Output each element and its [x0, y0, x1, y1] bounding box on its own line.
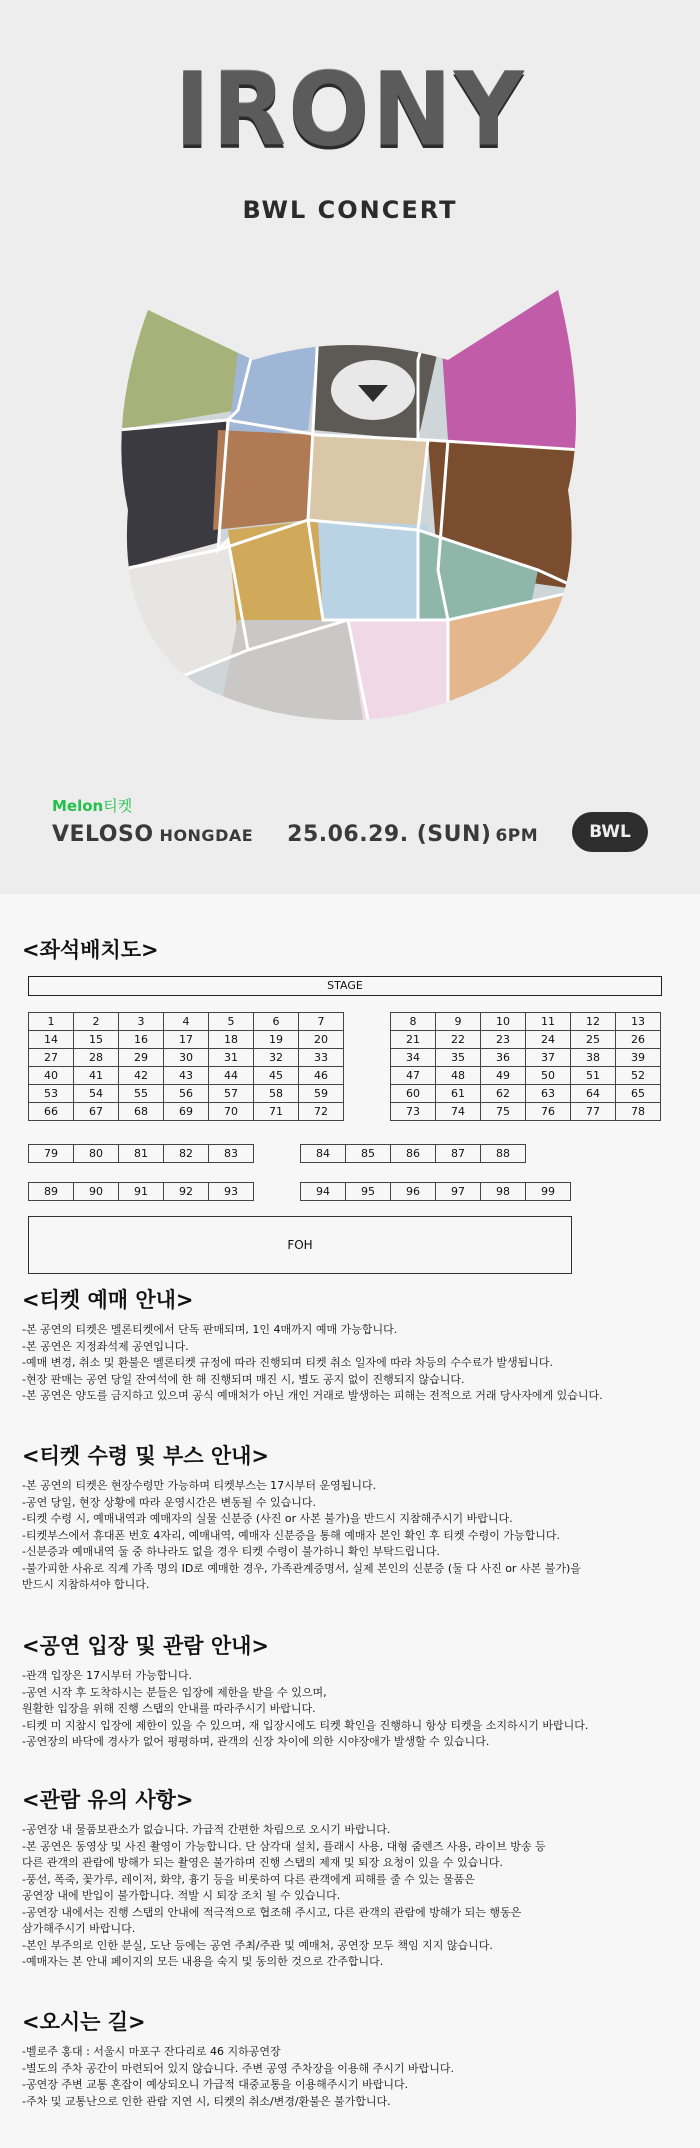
seat-row [391, 1031, 661, 1049]
ticket-booking-heading: <티켓 예매 안내> [22, 1288, 194, 1312]
seat-cell: 78 [616, 1103, 661, 1121]
list-item: -티켓부스에서 휴대폰 번호 4자리, 예매내역, 예매자 신분증을 통해 예매자 본인 확인 후 티켓 수령이 가능합니다. [22, 1528, 560, 1542]
seat-cell: 19 [254, 1031, 299, 1049]
seat-row [301, 1145, 526, 1163]
seat-cell: 47 [391, 1067, 436, 1085]
seat-cell: 10 [481, 1013, 526, 1031]
seat-cell: 63 [526, 1085, 571, 1103]
seat-cell: 38 [571, 1049, 616, 1067]
seat-cell: 85 [346, 1145, 391, 1163]
seat-cell: 80 [74, 1145, 119, 1163]
seat-cell: 17 [164, 1031, 209, 1049]
seat-cell: 12 [571, 1013, 616, 1031]
seat-row [29, 1145, 254, 1163]
seat-cell: 94 [301, 1183, 346, 1201]
stage-label: STAGE [28, 976, 662, 996]
ticket-pickup-heading: <티켓 수령 및 부스 안내> [22, 1444, 270, 1468]
seat-row [301, 1183, 571, 1201]
seat-row [391, 1013, 661, 1031]
directions-heading: <오시는 길> [22, 2010, 146, 2034]
seat-cell: 7 [299, 1013, 344, 1031]
venue-name: VELOSO [52, 822, 154, 847]
seat-cell: 64 [571, 1085, 616, 1103]
directions-list [22, 2044, 682, 2110]
list-item: -공연 당일, 현장 상황에 따라 운영시간은 변동될 수 있습니다. [22, 1495, 316, 1509]
seat-cell: 9 [436, 1013, 481, 1031]
list-item: -공연 시작 후 도착하시는 분들은 입장에 제한을 받을 수 있으며, 원활한 입장을 위해 진행 스탭의 안내를 따라주시기 바랍니다. [22, 1685, 327, 1715]
seat-cell: 75 [481, 1103, 526, 1121]
seat-cell: 65 [616, 1085, 661, 1103]
seat-cell: 43 [164, 1067, 209, 1085]
seat-row [29, 1085, 344, 1103]
list-item: -현장 판매는 공연 당일 잔여석에 한 해 진행되며 매진 시, 별도 공지 없이 진행되지 않습니다. [22, 1372, 465, 1386]
seat-row [391, 1067, 661, 1085]
seat-cell: 5 [209, 1013, 254, 1031]
seat-cell: 53 [29, 1085, 74, 1103]
seat-cell: 20 [299, 1031, 344, 1049]
list-item: -벨로주 홍대 : 서울시 마포구 잔다리로 46 지하공연장 [22, 2045, 281, 2058]
seat-cell: 92 [164, 1183, 209, 1201]
seat-cell: 99 [526, 1183, 571, 1201]
list-item: -불가피한 사유로 직계 가족 명의 ID로 예매한 경우, 가족관계증명서, 실제 본인의 신분증 (둘 다 사진 or 사본 불가)을 반드시 지참하셔야 합니다. [22, 1561, 581, 1591]
seat-cell: 56 [164, 1085, 209, 1103]
seat-cell: 36 [481, 1049, 526, 1067]
list-item: -본 공연은 동영상 및 사진 촬영이 가능합니다. 단 삼각대 설치, 플래시 사용, 대형 줌렌즈 사용, 라이브 방송 등 다른 관객의 관람에 방해가 되는 촬영은 불가하며 진행 스탭의 제재 및 퇴장 요청이 있을 수 있습니다. [22, 1839, 546, 1869]
foh-label: FOH [28, 1216, 572, 1274]
precautions-heading: <관람 유의 사항> [22, 1788, 194, 1812]
seat-cell: 41 [74, 1067, 119, 1085]
seat-cell: 67 [74, 1103, 119, 1121]
seat-cell: 35 [436, 1049, 481, 1067]
seat-cell: 21 [391, 1031, 436, 1049]
seat-cell: 83 [209, 1145, 254, 1163]
entry-list [22, 1668, 682, 1751]
seat-cell: 66 [29, 1103, 74, 1121]
seat-cell: 89 [29, 1183, 74, 1201]
seat-row [29, 1013, 344, 1031]
seat-cell: 90 [74, 1183, 119, 1201]
list-item: -본 공연은 지정좌석제 공연입니다. [22, 1339, 189, 1353]
seat-cell: 52 [616, 1067, 661, 1085]
seat-cell: 22 [436, 1031, 481, 1049]
seat-cell: 62 [481, 1085, 526, 1103]
seat-row-rear-left-2 [28, 1182, 254, 1201]
cat-collage-artwork [118, 290, 582, 720]
seat-cell: 31 [209, 1049, 254, 1067]
seat-cell: 48 [436, 1067, 481, 1085]
seat-row-rear-right-1 [300, 1144, 526, 1163]
seat-cell: 58 [254, 1085, 299, 1103]
seat-cell: 15 [74, 1031, 119, 1049]
venue-date-line [52, 822, 538, 847]
seat-cell: 45 [254, 1067, 299, 1085]
seat-cell: 8 [391, 1013, 436, 1031]
seat-cell: 61 [436, 1085, 481, 1103]
precautions-list [22, 1822, 682, 1971]
seat-cell: 42 [119, 1067, 164, 1085]
seating-heading: <좌석배치도> [22, 938, 159, 962]
seat-cell: 40 [29, 1067, 74, 1085]
seat-cell: 33 [299, 1049, 344, 1067]
seat-cell: 69 [164, 1103, 209, 1121]
seat-cell: 82 [164, 1145, 209, 1163]
seat-cell: 2 [74, 1013, 119, 1031]
seat-cell: 79 [29, 1145, 74, 1163]
concert-subtitle: BWL CONCERT [242, 196, 458, 224]
seat-cell: 27 [29, 1049, 74, 1067]
seat-cell: 49 [481, 1067, 526, 1085]
seat-cell: 13 [616, 1013, 661, 1031]
seat-cell: 95 [346, 1183, 391, 1201]
seat-cell: 6 [254, 1013, 299, 1031]
bwl-logo-badge: BWL [572, 812, 648, 852]
list-item: -별도의 주차 공간이 마련되어 있지 않습니다. 주변 공영 주차장을 이용해 주시기 바랍니다. [22, 2061, 454, 2075]
concert-time: 6PM [495, 826, 539, 846]
list-item: -신분증과 예매내역 둘 중 하나라도 없을 경우 티켓 수령이 불가하니 확인 부탁드립니다. [22, 1545, 440, 1558]
seat-cell: 70 [209, 1103, 254, 1121]
seat-cell: 74 [436, 1103, 481, 1121]
list-item: -본 공연은 양도를 금지하고 있으며 공식 예매처가 아닌 개인 거래로 발생하는 피해는 전적으로 거래 당사자에게 있습니다. [22, 1389, 603, 1402]
seat-cell: 98 [481, 1183, 526, 1201]
seat-cell: 32 [254, 1049, 299, 1067]
seat-cell: 81 [119, 1145, 164, 1163]
list-item: -풍선, 폭죽, 꽃가루, 레이저, 화약, 흉기 등을 비롯하여 다른 관객에게 피해를 줄 수 있는 물품은 공연장 내에 반입이 불가합니다. 적발 시 퇴장 조치 될 수 있습니다. [22, 1872, 475, 1902]
list-item: -공연장 내에서는 진행 스탭의 안내에 적극적으로 협조해 주시고, 다른 관객의 관람에 방해가 되는 행동은 삼가해주시기 바랍니다. [22, 1905, 522, 1935]
list-item: -티켓 미 지참시 입장에 제한이 있을 수 있으며, 재 입장시에도 티켓 확인을 진행하니 항상 티켓을 소지하시기 바랍니다. [22, 1718, 589, 1732]
seat-cell: 3 [119, 1013, 164, 1031]
entry-heading: <공연 입장 및 관람 안내> [22, 1634, 270, 1658]
concert-date: 25.06.29. (SUN) [287, 822, 492, 847]
seat-cell: 76 [526, 1103, 571, 1121]
seat-cell: 51 [571, 1067, 616, 1085]
venue-area: HONGDAE [159, 826, 254, 845]
list-item: -공연장 주변 교통 혼잡이 예상되오니 가급적 대중교통을 이용해주시기 바랍니다. [22, 2078, 409, 2091]
concert-logo: IRONY [174, 51, 526, 169]
seat-row [29, 1103, 344, 1121]
melon-ticket-suffix: 티켓 [103, 797, 133, 815]
seat-row [391, 1103, 661, 1121]
seat-cell: 44 [209, 1067, 254, 1085]
seat-block-left [28, 1012, 344, 1121]
list-item: -예매자는 본 안내 페이지의 모든 내용을 숙지 및 동의한 것으로 간주합니다. [22, 1955, 384, 1968]
seat-row [29, 1183, 254, 1201]
list-item: -공연장 내 물품보관소가 없습니다. 가급적 간편한 차림으로 오시기 바랍니다. [22, 1823, 391, 1836]
seat-row-rear-left-1 [28, 1144, 254, 1163]
seat-cell: 29 [119, 1049, 164, 1067]
seat-cell: 87 [436, 1145, 481, 1163]
list-item: -예매 변경, 취소 및 환불은 멜론티켓 규정에 따라 진행되며 티켓 취소 일자에 따라 차등의 수수료가 발생됩니다. [22, 1356, 553, 1369]
seat-cell: 91 [119, 1183, 164, 1201]
seat-cell: 68 [119, 1103, 164, 1121]
seat-cell: 18 [209, 1031, 254, 1049]
seat-cell: 26 [616, 1031, 661, 1049]
seat-row [29, 1067, 344, 1085]
seat-cell: 14 [29, 1031, 74, 1049]
seat-cell: 1 [29, 1013, 74, 1031]
seat-cell: 55 [119, 1085, 164, 1103]
seat-cell: 71 [254, 1103, 299, 1121]
seat-cell: 4 [164, 1013, 209, 1031]
seat-row [391, 1049, 661, 1067]
seat-cell: 30 [164, 1049, 209, 1067]
seat-block-right [390, 1012, 661, 1121]
seat-cell: 93 [209, 1183, 254, 1201]
list-item: -티켓 수령 시, 예매내역과 예매자의 실물 신분증 (사진 or 사본 불가)을 반드시 지참해주시기 바랍니다. [22, 1512, 513, 1525]
seat-cell: 50 [526, 1067, 571, 1085]
seat-cell: 37 [526, 1049, 571, 1067]
seat-cell: 57 [209, 1085, 254, 1103]
seat-cell: 96 [391, 1183, 436, 1201]
ticket-booking-list [22, 1322, 682, 1405]
list-item: -본 공연의 티켓은 멜론티켓에서 단독 판매되며, 1인 4매까지 예매 가능합니다. [22, 1323, 398, 1336]
seat-cell: 34 [391, 1049, 436, 1067]
seat-cell: 88 [481, 1145, 526, 1163]
seat-cell: 46 [299, 1067, 344, 1085]
seat-cell: 24 [526, 1031, 571, 1049]
melon-brand: Melon [52, 797, 104, 815]
melon-ticket-logo [52, 795, 132, 816]
seat-cell: 39 [616, 1049, 661, 1067]
seat-cell: 23 [481, 1031, 526, 1049]
list-item: -본 공연의 티켓은 현장수령만 가능하며 티켓부스는 17시부터 운영됩니다. [22, 1479, 377, 1492]
seat-cell: 54 [74, 1085, 119, 1103]
seat-cell: 86 [391, 1145, 436, 1163]
seat-cell: 97 [436, 1183, 481, 1201]
seat-row [391, 1085, 661, 1103]
seat-cell: 25 [571, 1031, 616, 1049]
list-item: -주차 및 교통난으로 인한 관람 지연 시, 티켓의 취소/변경/환불은 불가합니다. [22, 2094, 391, 2108]
hero-poster [0, 0, 700, 894]
seat-cell: 77 [571, 1103, 616, 1121]
seat-cell: 73 [391, 1103, 436, 1121]
ticket-pickup-list [22, 1478, 682, 1594]
seat-cell: 28 [74, 1049, 119, 1067]
seat-row [29, 1049, 344, 1067]
seat-cell: 11 [526, 1013, 571, 1031]
seat-row-rear-right-2 [300, 1182, 571, 1201]
seat-cell: 72 [299, 1103, 344, 1121]
seat-cell: 16 [119, 1031, 164, 1049]
seat-cell: 84 [301, 1145, 346, 1163]
list-item: -관객 입장은 17시부터 가능합니다. [22, 1669, 193, 1682]
seat-cell: 60 [391, 1085, 436, 1103]
seat-cell: 59 [299, 1085, 344, 1103]
info-section [0, 894, 700, 2148]
seat-row [29, 1031, 344, 1049]
list-item: -공연장의 바닥에 경사가 없어 평평하며, 관객의 신장 차이에 의한 시야장애가 발생할 수 있습니다. [22, 1735, 490, 1748]
list-item: -본인 부주의로 인한 분실, 도난 등에는 공연 주최/주관 및 예매처, 공연장 모두 책임 지지 않습니다. [22, 1938, 493, 1952]
